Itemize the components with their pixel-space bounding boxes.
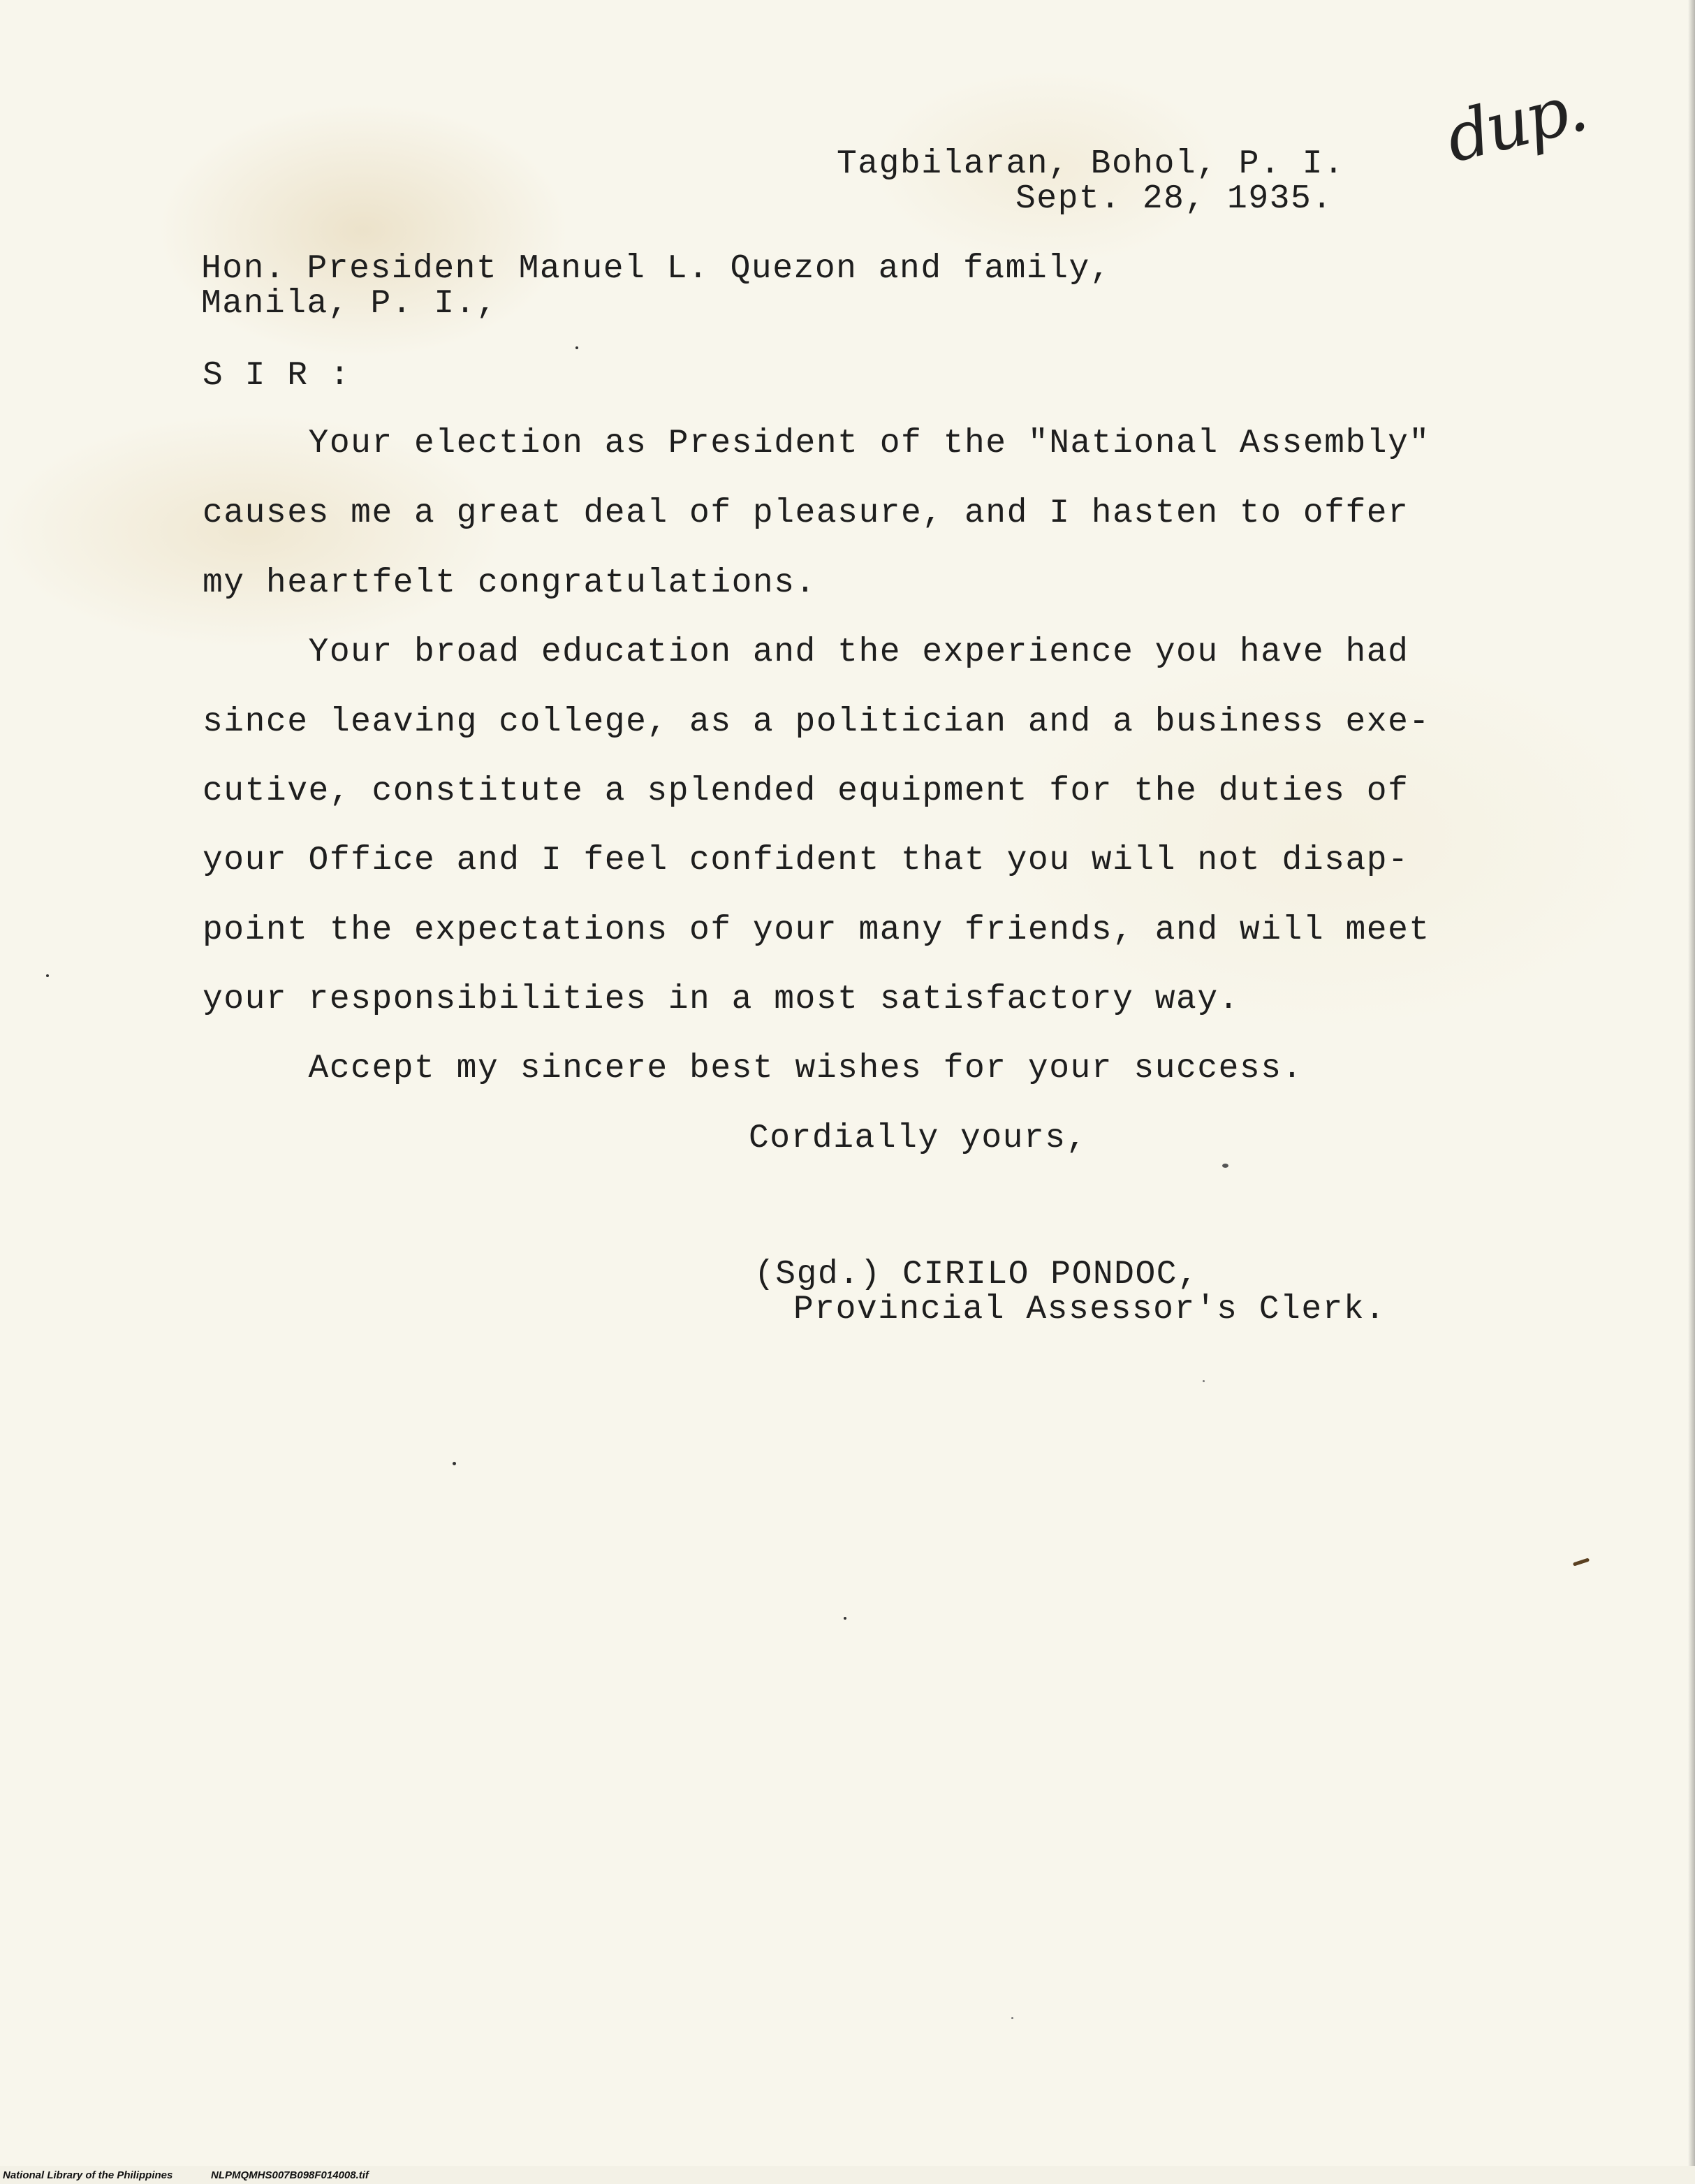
closing: Cordially yours, — [749, 1120, 1087, 1157]
salutation: S I R : — [203, 357, 351, 395]
scan-edge — [1688, 0, 1695, 2184]
paper-speck — [1203, 1380, 1205, 1382]
addressee-line-1: Hon. President Manuel L. Quezon and family, — [201, 250, 1112, 288]
letter-place: Tagbilaran, Bohol, P. I. — [837, 145, 1345, 183]
body-line: your Office and I feel confident that you will not disap- — [203, 842, 1409, 879]
addressee-line-2: Manila, P. I., — [201, 285, 498, 323]
letter-date: Sept. 28, 1935. — [1015, 180, 1333, 218]
paper-speck — [1011, 2017, 1013, 2019]
paper-speck — [46, 974, 49, 977]
body-line: cutive, constitute a splended equipment for the duties of — [203, 772, 1409, 810]
body-line: Accept my sincere best wishes for your success. — [203, 1050, 1303, 1087]
body-line: my heartfelt congratulations. — [203, 564, 816, 602]
signature-name: (Sgd.) CIRILO PONDOC, — [754, 1256, 1199, 1293]
body-line: Your election as President of the "National Assembly" — [203, 425, 1430, 462]
paper-speck — [1222, 1164, 1228, 1168]
body-line: causes me a great deal of pleasure, and I hasten to offer — [203, 494, 1409, 532]
footer-library: National Library of the Philippines — [3, 2169, 173, 2181]
paper-speck — [844, 1617, 846, 1620]
paper-speck — [1573, 1558, 1590, 1566]
paper-speck — [575, 346, 578, 349]
footer-file-id: NLPMQMHS007B098F014008.tif — [211, 2169, 369, 2181]
signature-title: Provincial Assessor's Clerk. — [793, 1291, 1386, 1328]
body-line: point the expectations of your many friends, and will meet — [203, 911, 1430, 949]
body-line: since leaving college, as a politician and a business exe- — [203, 703, 1430, 741]
body-line: Your broad education and the experience you have had — [203, 633, 1409, 671]
paper-speck — [453, 1462, 456, 1465]
body-line: your responsibilities in a most satisfactory way. — [203, 981, 1240, 1018]
handwritten-note: dup. — [1438, 68, 1592, 178]
